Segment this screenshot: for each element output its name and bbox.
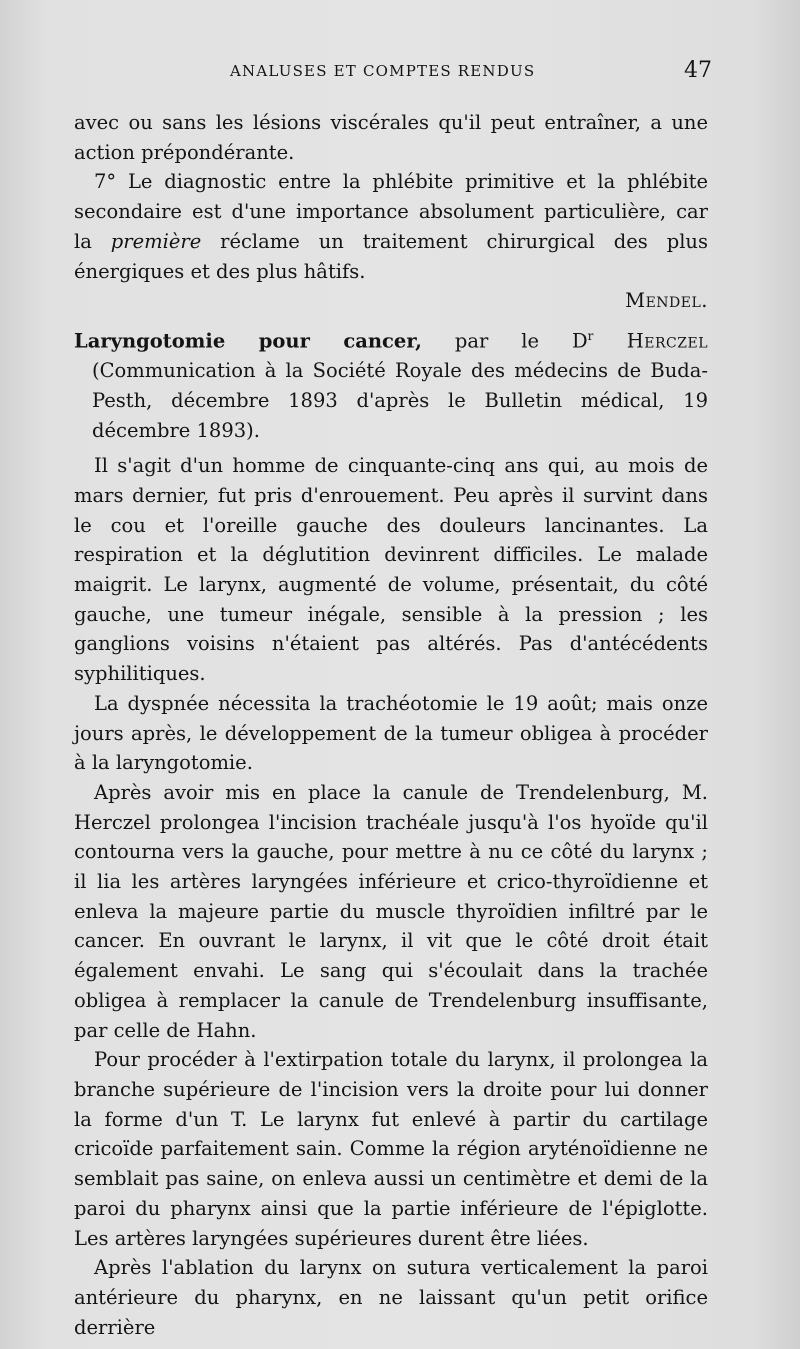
paragraph: Il s'agit d'un homme de cinquante-cinq ans qui, au mois de mars dernier, fut pris d'enrouement. Peu après il survint dans le cou et l'oreille gauche des douleurs lancinantes. La respiration et la déglutition devinrent difficiles. Le malade maigrit. Le larynx, augmenté de volume, présentait, du côté gauche, une tumeur inégale, sensible à la pression ; les ganglions voisins n'étaient pas altérés. Pas d'antécédents syphilitiques. bbox=[74, 454, 708, 686]
article-source: (Communication à la Société Royale des médecins de Buda-Pesth, décembre 1893 d'après le Bulletin médical, 19 décembre 1893). bbox=[92, 359, 708, 442]
paragraph: Pour procéder à l'extirpation totale du larynx, il prolongea la branche supérieure de l'incision vers la droite pour lui donner la forme d'un T. Le larynx fut enlevé à partir du cartilage cricoïde parfaitement sain. Comme la région aryténoïdienne ne semblait pas saine, on enleva aussi un centimètre et demi de la paroi du pharynx ainsi que la partie inférieure de l'épiglotte. Les artères laryngées supérieures durent être liées. bbox=[74, 1048, 708, 1250]
page-header bbox=[74, 58, 712, 86]
paragraph-point-7 bbox=[74, 167, 708, 286]
article-heading bbox=[74, 322, 708, 445]
paragraph: Après l'ablation du larynx on sutura verticalement la paroi antérieure du pharynx, en ne laissant qu'un petit orifice derrière bbox=[74, 1256, 708, 1339]
article-by: par le D bbox=[421, 329, 588, 353]
paragraph: La dyspnée nécessita la trachéotomie le 19 août; mais onze jours après, le développement de la tumeur obligea à procéder à la laryngotomie. bbox=[74, 691, 708, 775]
author-signature: Mendel. bbox=[625, 289, 708, 313]
dr-superscript: r bbox=[587, 328, 594, 343]
emphasis-text: première bbox=[110, 229, 202, 253]
article-author: Herczel bbox=[593, 329, 708, 353]
page-body bbox=[74, 108, 708, 1342]
running-head: ANALUSES ET COMPTES RENDUS bbox=[230, 62, 536, 80]
text-run: 7° Le diagnostic entre la phlébite primitive et la phlébite secondaire est d'une importance absolument particulière, car la bbox=[74, 170, 708, 253]
page-number: 47 bbox=[684, 58, 712, 83]
text-run: réclame un traitement chirurgical des plus énergiques et des plus hâtifs. bbox=[74, 229, 708, 283]
paragraph-continued: avec ou sans les lésions viscérales qu'il peut entraîner, a une action prépondérante. bbox=[74, 111, 708, 164]
article-title: Laryngotomie pour cancer, bbox=[74, 329, 422, 353]
paragraph: Après avoir mis en place la canule de Trendelenburg, M. Herczel prolongea l'incision trachéale jusqu'à l'os hyoïde qu'il contourna vers la gauche, pour mettre à nu ce côté du larynx ; il lia les artères laryngées inférieure et crico-thyroïdienne et enleva la majeure partie du muscle thyroïdien infiltré par le cancer. En ouvrant le larynx, il vit que le côté droit était également envahi. Le sang qui s'écoulait dans la trachée obligea à remplacer la canule de Trendelenburg insuffisante, par celle de Hahn. bbox=[74, 780, 708, 1042]
